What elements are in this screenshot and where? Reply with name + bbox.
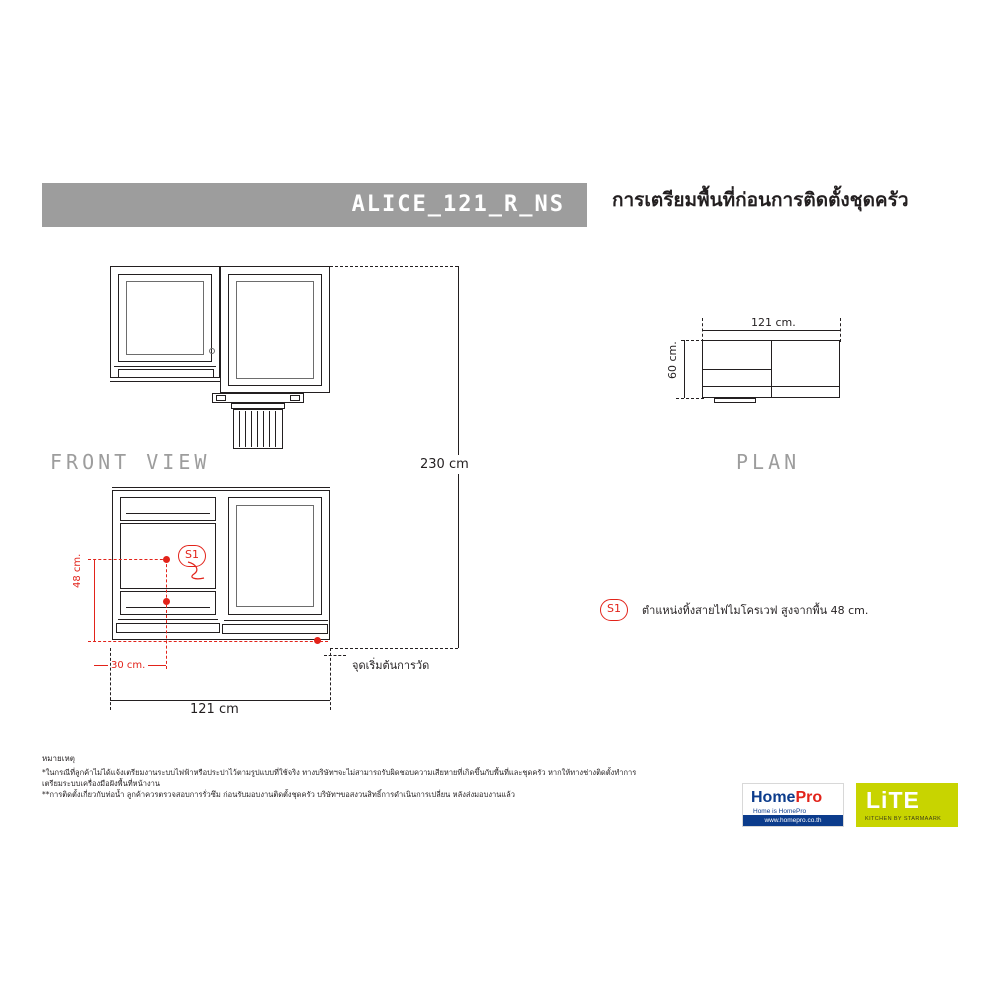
upper-right-door-inner [236,281,314,379]
measure-start-label: จุดเริ่มต้นการวัด [352,659,430,672]
measure-start-leader [324,655,346,656]
drawer-top-handle [126,513,210,514]
lite-logo [856,783,958,827]
plan-dim-depth-bottom-ext [676,398,704,399]
plan-front-line [702,386,840,387]
dim-48-top-ext [88,559,168,560]
measure-start-dot [314,637,321,644]
product-code: ALICE_121_R_NS [351,192,565,217]
dim-121-right-ext [330,648,331,710]
plan-divider-vertical [771,340,772,398]
upper-door-knob [209,348,215,354]
base-left-plinth-line [118,619,218,620]
upper-left-trim-line [114,366,216,367]
base-right-plinth-line [224,620,328,621]
footer-notes [42,752,642,800]
upper-left-base-line [110,381,220,382]
s1-cable-squiggle [186,560,216,584]
header-subtitle: การเตรียมพื้นที่ก่อนการติดตั้งชุดครัว [612,189,909,211]
plan-view-title: PLAN [736,450,801,474]
countertop-line [112,487,330,488]
plan-dim-width-right-ext [840,318,841,342]
homepro-word-home: Home [751,789,796,806]
base-right-plinth [222,624,328,634]
dim-121-line [110,700,330,701]
lite-tagline: KITCHEN BY STARMAARK [865,816,942,822]
plan-dim-width-line [702,330,840,331]
s1-legend-marker: S1 [600,599,628,621]
plan-handle [714,398,756,403]
dim-230-bottom-ext [330,648,458,649]
dim-121-label: 121 cm [190,702,239,717]
plan-divider-horizontal [702,369,771,370]
hood-right-tab [290,395,300,401]
upper-left-handle [118,369,214,378]
dim-48-line [94,559,95,641]
s1-legend-text: ตำแหน่งทิ้งสายไฟไมโครเวฟ สูงจากพื้น 48 cm. [642,604,869,617]
header-code-band [42,183,587,227]
hood-left-tab [216,395,226,401]
homepro-tagline: Home is HomePro [753,808,807,815]
base-left-plinth [116,623,220,633]
dim-230-top-ext [330,266,458,267]
note-line-1: *ในกรณีที่ลูกค้าไม่ได้แจ้งเตรียมงานระบบไฟฟ้าหรือประปาไว้ตามรูปแบบที่ใช้จริง ทางบริษัทฯจะไม่สามารถรับผิดชอบความเสียหายที่เกิดขึ้นกับพื้นที่และชุดครัว หากให้ทางช่างติดตั้งทำการเตรียมระบบเครื่องมือฝังพื้นที่หน้างาน [42,768,637,788]
notes-title: หมายเหตุ [42,754,75,763]
homepro-wordmark [751,789,822,807]
plan-dim-depth-top-ext [676,340,704,341]
s1-marker-front-view: S1 [178,545,206,567]
drawer-top [120,497,216,521]
homepro-word-pro: Pro [795,789,823,806]
drawer-bottom-handle [126,607,210,608]
dim-30-right-ext [166,559,167,669]
base-right-door-inner [236,505,314,607]
upper-left-door-inner [126,281,204,355]
note-line-2: **การติดตั้งเกี่ยวกับท่อน้ำ ลูกค้าควรตรวจสอบการรั่วซึม ก่อนรับมอบงานติดตั้งชุดครัว บริษัทฯขอสงวนสิทธิ์การดำเนินการเปลี่ยน หลังส่งมอบงานแล้ว [42,790,515,799]
sheet-header [42,183,958,227]
plan-dim-width-label: 121 cm. [748,316,799,329]
header-subtitle-wrap [612,185,958,225]
dim-48-label: 48 cm. [72,553,83,588]
dim-230-label: 230 cm [416,455,473,474]
plan-dim-depth-line [684,340,685,398]
homepro-logo-top [743,784,843,815]
homepro-logo [742,783,844,827]
dim-48-bottom-ext [88,641,328,642]
front-view-title: FRONT VIEW [50,450,211,474]
homepro-url: www.homepro.co.th [743,815,843,826]
plan-dim-depth-label: 60 cm. [666,338,679,382]
dim-30-label: 30 cm. [108,660,148,671]
lite-wordmark: LiTE [866,787,920,813]
